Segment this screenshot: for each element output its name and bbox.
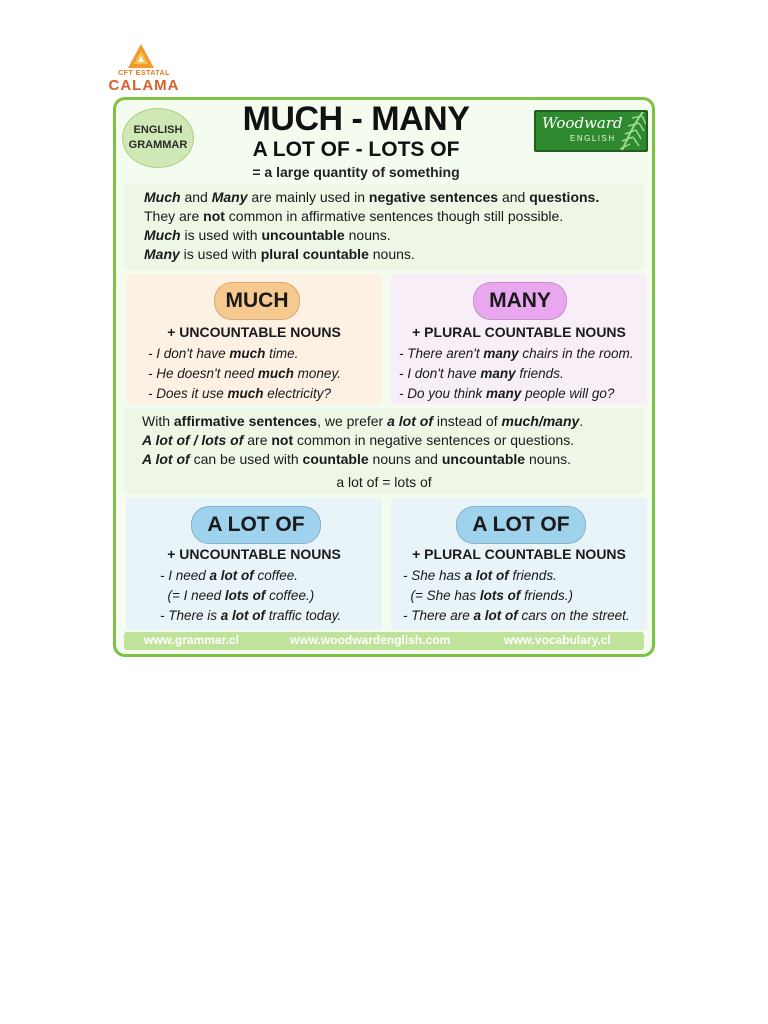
example-line: - He doesn't need much money.: [148, 366, 341, 381]
woodward-brand-logo: [534, 110, 648, 152]
example-line: - There are a lot of cars on the street.: [403, 608, 630, 623]
cft-calama-logo: [104, 44, 184, 92]
example-line: (= I need lots of coffee.): [160, 588, 315, 603]
a-lot-of-label: A LOT OF: [456, 506, 586, 544]
intro-line-1: Much and Many are mainly used in negative sentences and questions.: [144, 189, 600, 205]
poster-subtitle: A LOT OF - LOTS OF: [252, 138, 460, 161]
a-lot-of-uncountable-panel: [126, 498, 382, 630]
a-lot-of-countable-examples: [403, 566, 630, 626]
many-panel: [391, 274, 647, 404]
example-line: - Do you think many people will go?: [399, 386, 615, 401]
example-line: (= She has lots of friends.): [403, 588, 573, 603]
example-line: - Does it use much electricity?: [148, 386, 332, 401]
footer-link-grammar[interactable]: www.grammar.cl: [144, 633, 239, 647]
badge-line-1: ENGLISH: [133, 124, 183, 136]
equation-text: a lot of = lots of: [336, 474, 432, 490]
grammar-poster: [113, 97, 655, 657]
much-label: MUCH: [214, 282, 300, 320]
intro-line-2: They are not common in affirmative sentences though still possible.: [144, 208, 564, 224]
example-line: - I need a lot of coffee.: [160, 568, 299, 583]
example-line: - There aren't many chairs in the room.: [399, 346, 634, 361]
example-line: - I don't have many friends.: [399, 366, 564, 381]
english-grammar-badge: [122, 108, 194, 168]
much-heading: + UNCOUNTABLE NOUNS: [167, 324, 341, 340]
a-lot-of-uncountable-examples: [160, 566, 341, 626]
flame-triangle-icon: [128, 44, 154, 68]
logo-small-text: CFT ESTATAL: [118, 70, 170, 77]
badge-line-2: GRAMMAR: [128, 139, 188, 151]
intro-line-3: Much is used with uncountable nouns.: [144, 227, 391, 243]
many-label: MANY: [473, 282, 567, 320]
definition-text: = a large quantity of something: [252, 164, 460, 180]
footer-links: [124, 632, 644, 650]
middle-line-3: A lot of can be used with countable nouns and uncountable nouns.: [142, 451, 572, 467]
poster-title: MUCH - MANY: [242, 100, 470, 138]
middle-line-1: With affirmative sentences, we prefer a lot of instead of much/many.: [142, 413, 584, 429]
a-lot-of-countable-panel: [391, 498, 647, 630]
a-lot-of-countable-heading: + PLURAL COUNTABLE NOUNS: [412, 546, 626, 562]
much-examples: [148, 344, 341, 404]
logo-name: CALAMA: [108, 77, 180, 94]
a-lot-of-explanation-box: [124, 408, 644, 494]
a-lot-of-label: A LOT OF: [191, 506, 321, 544]
middle-line-2: A lot of / lots of are not common in negative sentences or questions.: [142, 432, 575, 448]
example-line: - I don't have much time.: [148, 346, 299, 361]
example-line: - There is a lot of traffic today.: [160, 608, 342, 623]
intro-line-4: Many is used with plural countable nouns.: [144, 246, 415, 262]
brand-sub: ENGLISH: [570, 134, 616, 143]
footer-link-vocabulary[interactable]: www.vocabulary.cl: [504, 633, 611, 647]
brand-name: Woodward: [542, 114, 623, 132]
many-examples: [399, 344, 633, 404]
many-heading: + PLURAL COUNTABLE NOUNS: [412, 324, 626, 340]
footer-link-woodward[interactable]: www.woodwardenglish.com: [290, 633, 451, 647]
intro-box: [124, 184, 644, 270]
a-lot-of-uncountable-heading: + UNCOUNTABLE NOUNS: [167, 546, 341, 562]
example-line: - She has a lot of friends.: [403, 568, 557, 583]
much-panel: [126, 274, 382, 404]
